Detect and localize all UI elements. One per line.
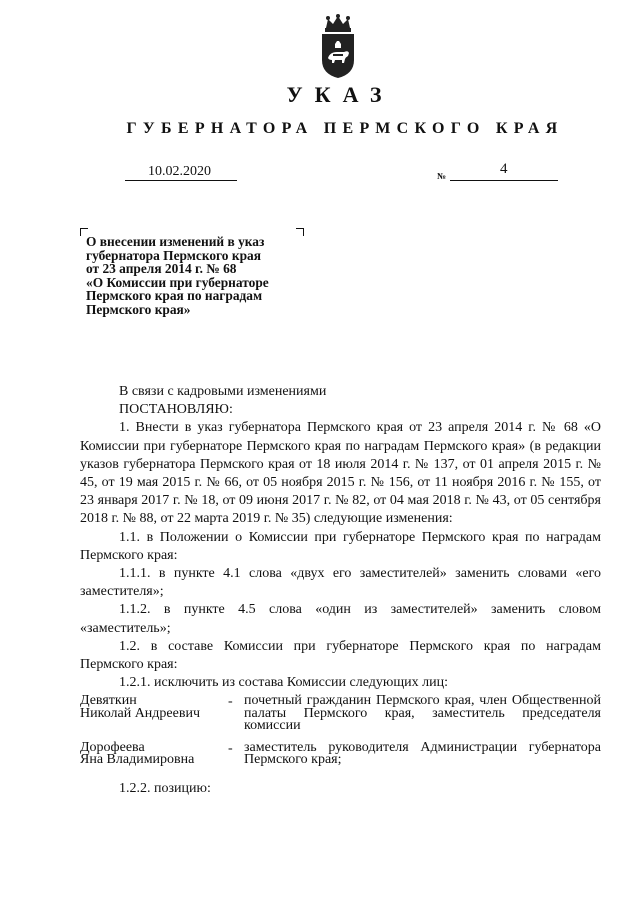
paragraph-1-1: 1.1. в Положении о Комиссии при губернаторе Пермского края по наградам Пермского края: (80, 529, 601, 563)
person-dash: - (228, 740, 233, 756)
person-row (80, 695, 601, 733)
heading-line: от 23 апреля 2014 г. № 68 (86, 261, 237, 276)
paragraph-1: 1. Внести в указ губернатора Пермского края от 23 апреля 2014 г. № 68 «О Комиссии при губернаторе Пермского края по наградам Пермского края» (в редакции указов губернатора Пермского края от 18 июля 2014 г. № 137, от 01 апреля 2015 г. № 45, от 19 мая 2015 г. № 66, от 05 ноября 2015 г. № 156, от 11 ноября 2016 г. № 155, от 23 января 2017 г. № 18, от 09 июня 2017 г. № 82, от 04 мая 2018 г. № 43, от 05 сентября 2018 г. № 88, от 22 марта 2019 г. № 35) следующие изменения: (80, 420, 601, 527)
person-role: почетный гражданин Пермского края, член Общественной палаты Пермского края, заместитель председателя комиссии (244, 693, 601, 734)
paragraph-1-2-2: 1.2.2. позицию: (119, 780, 211, 796)
heading-line: «О Комиссии при губернаторе (86, 274, 269, 290)
document-subtitle: ГУБЕРНАТОРА ПЕРМСКОГО КРАЯ (126, 120, 564, 137)
person-fullname (80, 695, 228, 733)
document-number: 4 (500, 161, 508, 177)
person-dash: - (228, 694, 233, 710)
paragraph-1-1-2: 1.1.2. в пункте 4.5 слова «один из заместителей» заменить словом «заместитель»; (80, 602, 601, 636)
paragraph-1-2: 1.2. в составе Комиссии при губернаторе Пермского края по наградам Пермского края: (80, 638, 601, 673)
document-date: 10.02.2020 (148, 164, 211, 179)
person-fullname (80, 739, 228, 768)
person-row (80, 739, 601, 768)
person-given-name: Николай Андреевич (80, 705, 200, 721)
heading-line: губернатора Пермского края (86, 247, 261, 263)
number-underline (450, 180, 558, 181)
person-role: заместитель руководителя Администрации губернатора Пермского края; (244, 739, 601, 768)
heading-line: Пермского края» (86, 301, 191, 317)
paragraph-1-2-1: 1.2.1. исключить из состава Комиссии следующих лиц: (119, 675, 448, 691)
document-heading (86, 235, 316, 316)
decree-word: ПОСТАНОВЛЯЮ: (119, 402, 233, 418)
date-underline (125, 180, 237, 181)
person-surname: Дорофеева (80, 739, 145, 755)
paragraph-1-1-1: 1.1.1. в пункте 4.1 слова «двух его заместителей» заменить словами «его заместителя»; (80, 566, 601, 600)
heading-line: О внесении изменений в указ (86, 234, 265, 249)
persons-list (80, 695, 601, 767)
heading-line: Пермского края по наградам (86, 288, 263, 303)
intro-text: В связи с кадровыми изменениями (119, 384, 327, 399)
number-label: № (437, 171, 447, 181)
person-given-name: Яна Владимировна (80, 752, 195, 768)
person-surname: Девяткин (80, 693, 137, 709)
perm-krai-coat-of-arms-icon (318, 14, 358, 80)
document-body (80, 383, 601, 798)
document-title: УКАЗ (286, 82, 394, 107)
